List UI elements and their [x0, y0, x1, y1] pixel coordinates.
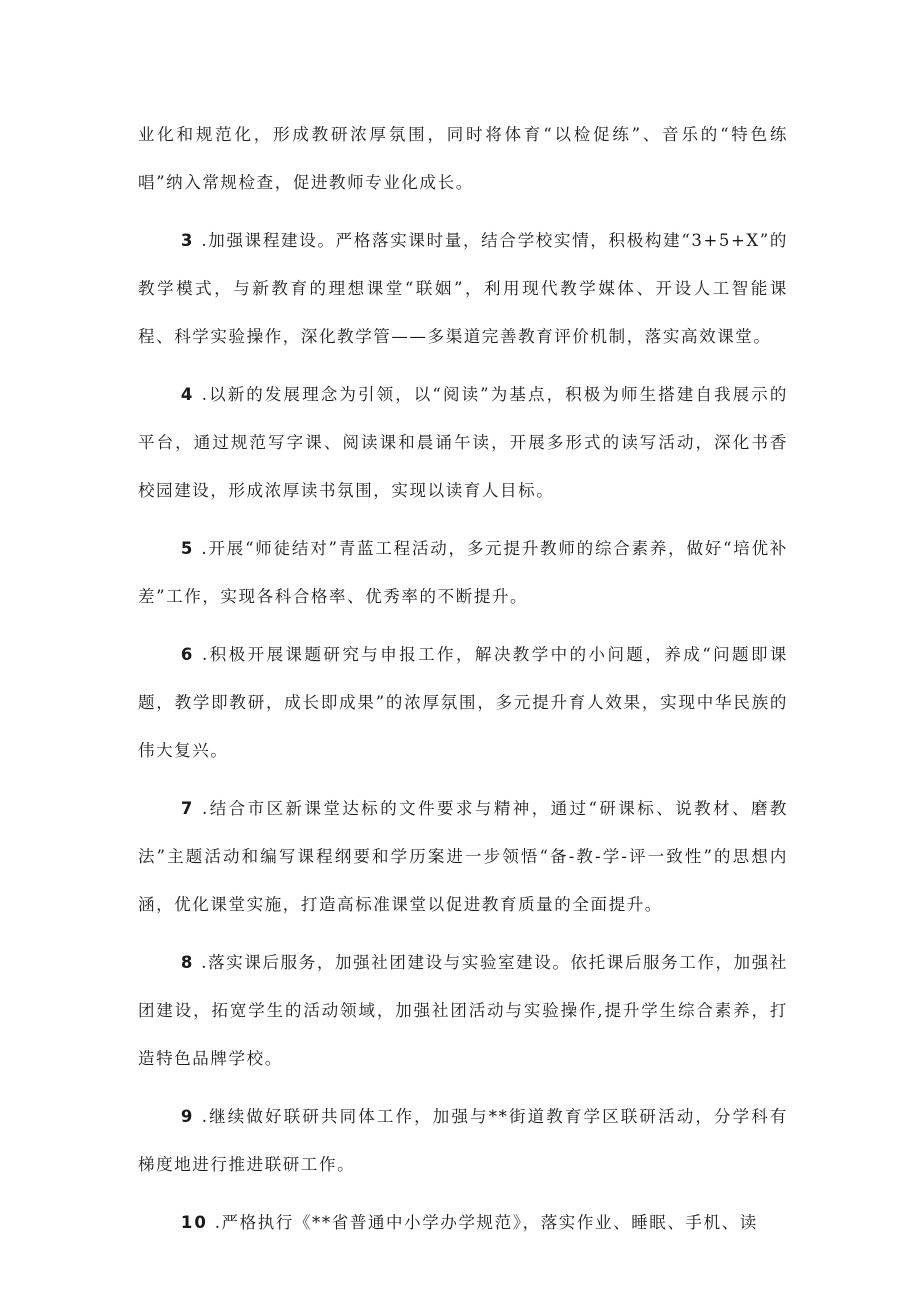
paragraph-item-10: [138, 1199, 788, 1247]
item-number: 4: [180, 385, 195, 404]
paragraph-text: .加强课程建设。严格落实课时量，结合学校实情，积极构建“3+5+X”的教学模式，与新教育的理想课堂“联姻”，利用现代教学媒体、开设人工智能课程、科学实验操作，深化教学管——多渠道完善教育评价机制，落实高效课堂。: [138, 231, 788, 346]
paragraph-text: .落实课后服务，加强社团建设与实验室建设。依托课后服务工作，加强社团建设，拓宽学生的活动领域，加强社团活动与实验操作,提升学生综合素养，打造特色品牌学校。: [138, 953, 788, 1068]
paragraph-item-3: [138, 217, 788, 361]
item-number: 6: [180, 645, 195, 664]
paragraph-item-4: [138, 371, 788, 515]
paragraph-text: .结合市区新课堂达标的文件要求与精神，通过“研课标、说教材、磨教法”主题活动和编写课程纲要和学历案进一步领悟“备-教-学-评一致性”的思想内涵，优化课堂实施，打造高标准课堂以促进教育质量的全面提升。: [138, 799, 788, 914]
paragraph-text: .继续做好联研共同体工作，加强与**街道教育学区联研活动，分学科有梯度地进行推进联研工作。: [138, 1107, 788, 1174]
paragraph-text: 业化和规范化，形成教研浓厚氛围，同时将体育“以检促练”、音乐的“特色练唱”纳入常规检查，促进教师专业化成长。: [138, 125, 788, 192]
paragraph-text: .积极开展课题研究与申报工作，解决教学中的小问题，养成“问题即课题，教学即教研，成长即成果”的浓厚氛围，多元提升育人效果，实现中华民族的伟大复兴。: [138, 645, 788, 760]
document-body: [138, 111, 788, 1257]
paragraph-item-8: [138, 939, 788, 1083]
paragraph-item-6: [138, 631, 788, 775]
item-number: 8: [180, 953, 195, 972]
item-number: 10: [180, 1213, 208, 1232]
item-number: 9: [180, 1107, 195, 1126]
paragraph-item-5: [138, 525, 788, 621]
paragraph-item-7: [138, 785, 788, 929]
item-number: 3: [180, 231, 195, 250]
item-number: 5: [180, 539, 195, 558]
paragraph-text: .严格执行《**省普通中小学办学规范》，落实作业、睡眠、手机、读: [207, 1213, 758, 1232]
paragraph-item-9: [138, 1093, 788, 1189]
paragraph-text: .开展“师徒结对”青蓝工程活动，多元提升教师的综合素养，做好“培优补差”工作，实现各科合格率、优秀率的不断提升。: [138, 539, 788, 606]
paragraph-continuation: [138, 111, 788, 207]
paragraph-text: .以新的发展理念为引领，以“阅读”为基点，积极为师生搭建自我展示的平台，通过规范写字课、阅读课和晨诵午读，开展多形式的读写活动，深化书香校园建设，形成浓厚读书氛围，实现以读育人目标。: [138, 385, 788, 500]
item-number: 7: [180, 799, 195, 818]
